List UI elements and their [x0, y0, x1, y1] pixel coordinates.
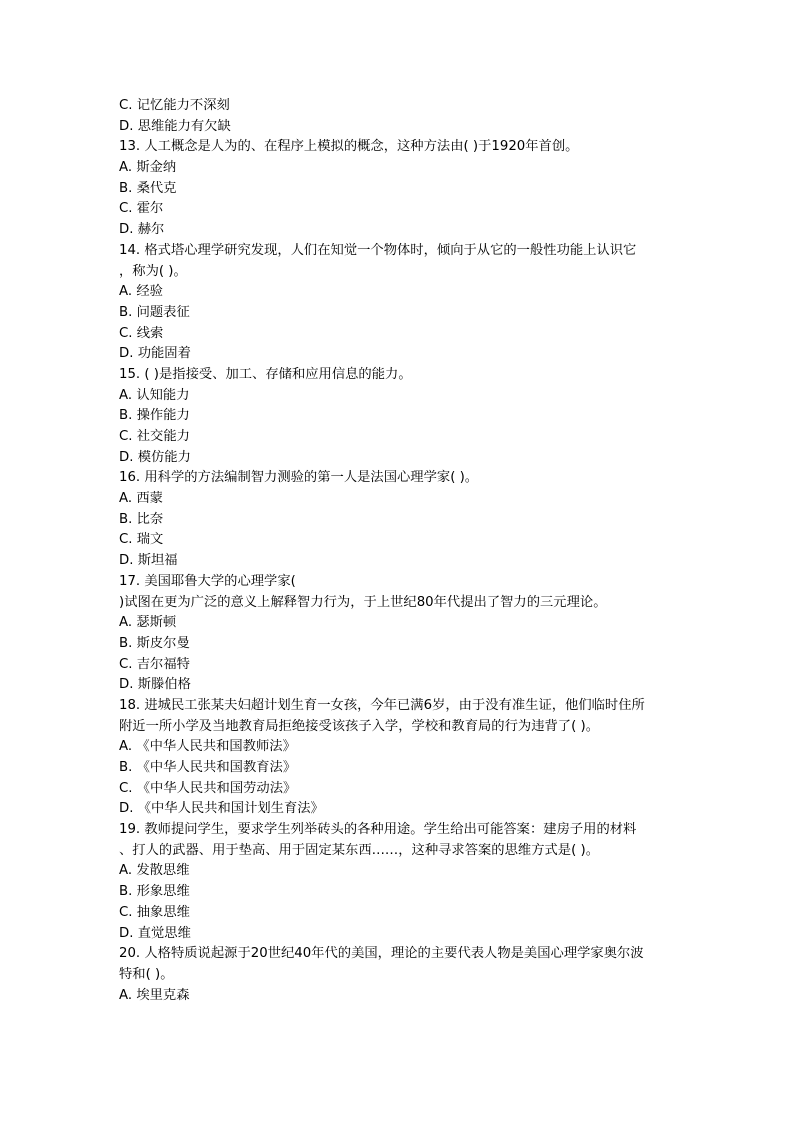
option-line: B. 操作能力	[119, 408, 190, 424]
question-19: 19. 教师提问学生，要求学生列举砖头的各种用途。学生给出可能答案：建房子用的材料	[119, 822, 637, 838]
option-line: B. 形象思维	[119, 884, 190, 900]
option-line: A. 经验	[119, 284, 163, 300]
option-line: A. 发散思维	[119, 863, 190, 879]
text-line: C. 记忆能力不深刻	[119, 98, 230, 113]
option-line: B. 比奈	[119, 511, 164, 527]
question-14: 14. 格式塔心理学研究发现，人们在知觉一个物体时，倾向于从它的一般性功能上认识它	[119, 242, 637, 258]
question-17-cont: )试图在更为广泛的意义上解释智力行为，于上世纪80年代提出了智力的三元理论。	[119, 594, 607, 610]
option-line: D. 《中华人民共和国计划生育法》	[119, 801, 324, 817]
option-line: A. 瑟斯顿	[119, 615, 177, 631]
option-line: B. 问题表征	[119, 304, 190, 320]
question-15: 15. ( )是指接受、加工、存储和应用信息的能力。	[119, 366, 412, 382]
option-line: B. 斯皮尔曼	[119, 635, 190, 651]
document-page	[119, 96, 679, 1006]
question-20-cont: 特和( )。	[119, 966, 174, 982]
option-line: C. 线索	[119, 325, 164, 341]
question-16: 16. 用科学的方法编制智力测验的第一人是法国心理学家( )。	[119, 470, 479, 486]
question-13: 13. 人工概念是人为的、在程序上模拟的概念，这种方法由( )于1920年首创。	[119, 139, 579, 155]
question-18: 18. 进城民工张某夫妇超计划生育一女孩，今年已满6岁，由于没有准生证，他们临时住所	[119, 697, 645, 713]
question-17: 17. 美国耶鲁大学的心理学家(	[119, 573, 296, 589]
option-line: D. 赫尔	[119, 222, 165, 238]
question-18-cont: 附近一所小学及当地教育局拒绝接受该孩子入学，学校和教育局的行为违背了( )。	[119, 718, 599, 734]
question-19-cont: 、打人的武器、用于垫高、用于固定某东西……，这种寻求答案的思维方式是( )。	[119, 842, 599, 858]
option-line: B. 《中华人民共和国教育法》	[119, 760, 297, 775]
option-line: A. 斯金纳	[119, 160, 177, 176]
option-line: D. 模仿能力	[119, 449, 191, 465]
option-line: C. 抽象思维	[119, 904, 190, 920]
option-line: A. 《中华人民共和国教师法》	[119, 739, 296, 755]
option-line: D. 直觉思维	[119, 925, 191, 941]
option-line: B. 桑代克	[119, 180, 177, 196]
option-line: C. 吉尔福特	[119, 656, 190, 672]
option-line: C. 《中华人民共和国劳动法》	[119, 780, 297, 796]
option-line: C. 社交能力	[119, 429, 190, 444]
option-line: A. 西蒙	[119, 491, 163, 507]
question-20: 20. 人格特质说起源于20世纪40年代的美国，理论的主要代表人物是美国心理学家奥尔波	[119, 946, 644, 962]
option-line: A. 认知能力	[119, 387, 190, 403]
question-14-cont: ，称为( )。	[119, 263, 187, 279]
option-line: A. 埃里克森	[119, 987, 190, 1003]
option-line: D. 斯坦福	[119, 553, 178, 569]
option-line: D. 斯滕伯格	[119, 677, 191, 693]
option-line: C. 瑞文	[119, 532, 164, 548]
option-line: C. 霍尔	[119, 201, 164, 217]
text-line: D. 思维能力有欠缺	[119, 118, 231, 134]
option-line: D. 功能固着	[119, 346, 191, 362]
